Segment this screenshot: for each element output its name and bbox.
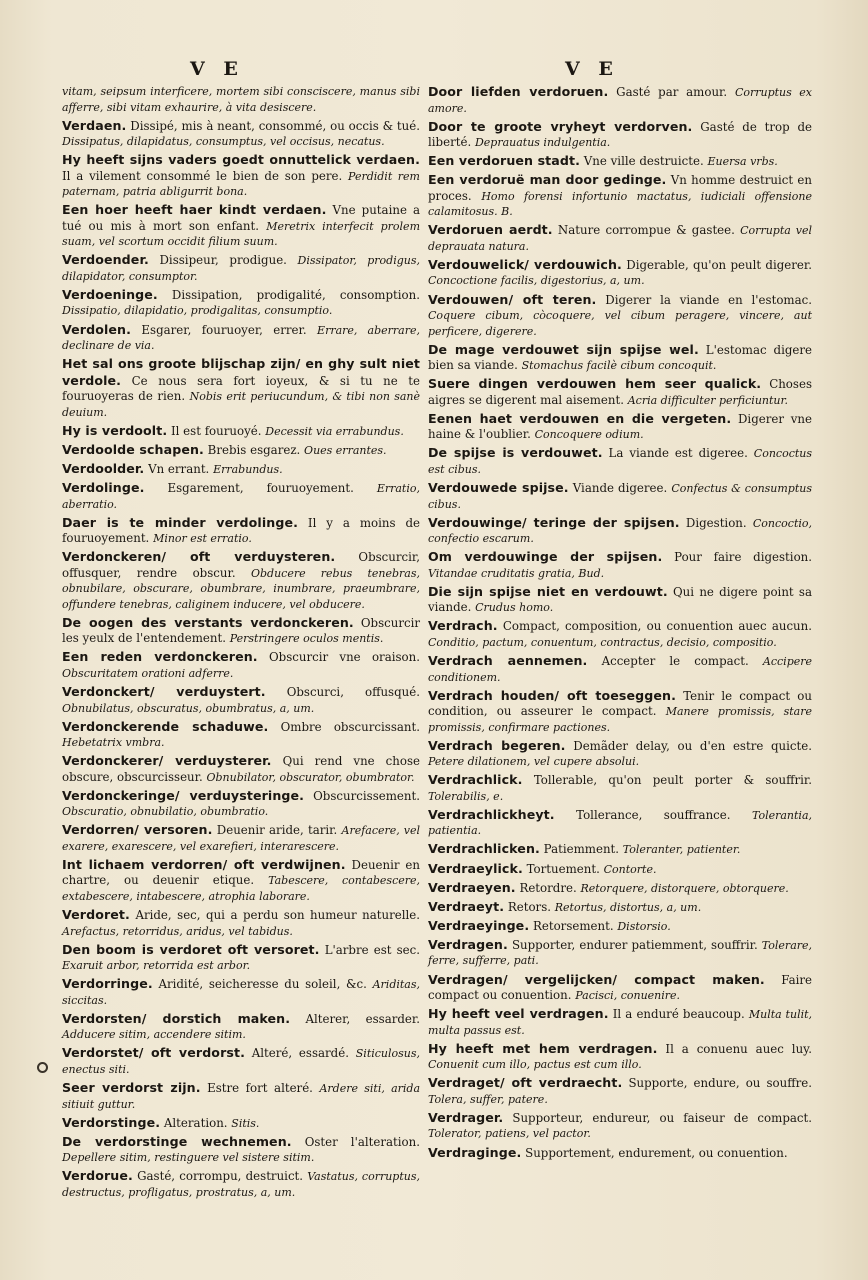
- french-gloss: Tenir le compact ou condition, ou asseurer le compact.: [428, 688, 812, 719]
- headword: Verdoeninge.: [62, 286, 158, 302]
- headword: Verdraeylick.: [428, 860, 523, 876]
- french-gloss: Ombre obscurcissant.: [280, 719, 420, 734]
- headword: Verdraget/ oft verdraecht.: [428, 1075, 623, 1091]
- french-gloss: Ce nous sera fort ioyeux, & si tu ne te fouruoyeras de rien.: [62, 373, 421, 404]
- dictionary-entry: [62, 822, 420, 854]
- dictionary-entry: [428, 1041, 812, 1073]
- french-gloss: Dissipé, mis à neant, consommé, ou occis & tué.: [130, 118, 420, 133]
- latin-gloss: Meretrix interfecit prolem suam, vel scortum occidit filium suum.: [62, 219, 420, 249]
- latin-gloss: Oues errantes.: [304, 443, 387, 457]
- headword: De oogen des verstants verdonckeren.: [62, 614, 354, 630]
- latin-gloss: Accipere conditionem.: [428, 655, 813, 684]
- dictionary-entry: [62, 719, 420, 751]
- headword: Verdorringe.: [62, 976, 153, 992]
- french-gloss: Oster l'alteration.: [304, 1134, 420, 1149]
- french-gloss: Obscurcir les yeulx de l'entendement.: [62, 615, 421, 646]
- dictionary-entry: [428, 1006, 812, 1038]
- latin-gloss: Ardere siti, arida sitiuit guttur.: [62, 1082, 421, 1111]
- french-gloss: Choses aigres se digerent mal aisement.: [428, 377, 813, 407]
- headword: Verdrach.: [428, 618, 498, 634]
- headword: Een verdoruen stadt.: [428, 153, 581, 169]
- headword: Die sijn spijse niet en verdouwt.: [428, 583, 668, 599]
- french-gloss: Il y a moins de fouruoyement.: [62, 515, 420, 546]
- dictionary-entry: [62, 1080, 420, 1112]
- french-gloss: Patiemment.: [543, 842, 620, 857]
- dictionary-entry: [62, 515, 420, 547]
- headword: Door te groote vryheyt verdorven.: [428, 118, 693, 134]
- latin-gloss: Corruptus ex amore.: [428, 86, 813, 115]
- headword: Hy heeft sijns vaders goedt onnuttelick verdaen.: [62, 152, 420, 168]
- latin-gloss: Tolerantia, patientia.: [428, 808, 812, 838]
- headword: Verdrach aennemen.: [428, 653, 588, 668]
- latin-gloss: Errabundus.: [213, 462, 283, 476]
- headword: Verdraeyen.: [428, 879, 516, 895]
- latin-gloss: Multa tulit, multa passus est.: [428, 1008, 813, 1037]
- headword: Verdonckeringe/ verduysteringe.: [62, 787, 305, 803]
- headword: Een reden verdonckeren.: [62, 649, 258, 665]
- dictionary-entry: [428, 861, 812, 878]
- dictionary-entry: [62, 857, 420, 905]
- french-gloss: Tollerance, souffrance.: [576, 807, 731, 822]
- dictionary-entry: [428, 119, 812, 151]
- dictionary-entry: [62, 287, 420, 319]
- headword: Verdonckerende schaduwe.: [62, 718, 269, 734]
- headword: Verdolen.: [62, 321, 131, 337]
- latin-gloss: Obscuritatem orationi adferre.: [62, 666, 234, 680]
- headword: Verdoret.: [62, 907, 130, 923]
- latin-gloss: Ariditas, siccitas.: [62, 978, 420, 1007]
- latin-gloss: Arefacere, vel exarere, exarescere, vel exarefieri, interarescere.: [62, 824, 421, 853]
- dictionary-entry: [428, 653, 812, 685]
- latin-gloss: Tabescere, contabescere, extabescere, intabescere, atrophia laborare.: [62, 874, 421, 903]
- dictionary-entry: [428, 257, 812, 289]
- latin-gloss: Corrupta vel deprauata natura.: [428, 224, 813, 253]
- headword: Verdrachlick.: [428, 772, 523, 788]
- headword: Verdragen/ vergelijcken/ compact maken.: [428, 971, 765, 987]
- latin-gloss: Dissipator, prodigus, dilapidator, consumptor.: [62, 254, 420, 283]
- dictionary-entry: [428, 841, 812, 858]
- french-gloss: Qui ne digere point sa viande.: [428, 584, 813, 615]
- latin-gloss: Exaruit arbor, retorrida est arbor.: [62, 959, 251, 973]
- dictionary-entry: [428, 480, 812, 512]
- latin-gloss: Confectus & consumptus cibus.: [428, 482, 813, 511]
- dictionary-entry: [62, 976, 420, 1008]
- dictionary-entry: [62, 684, 420, 716]
- french-gloss: Alteration.: [163, 1115, 228, 1130]
- dictionary-entry: [428, 807, 812, 839]
- headword: Verdorstinge.: [62, 1114, 161, 1130]
- headword: Verdolinge.: [62, 480, 145, 496]
- dictionary-entry: [428, 1110, 812, 1142]
- running-head-left: V E: [190, 58, 244, 80]
- latin-gloss: Arefactus, retorridus, aridus, vel tabidus.: [62, 924, 293, 938]
- french-gloss: Demãder delay, ou d'en estre quicte.: [573, 738, 812, 753]
- french-gloss: Aridité, seicheresse du soleil, &c.: [158, 977, 367, 992]
- french-gloss: Obscurcir, offusquer, rendre obscur.: [62, 550, 420, 580]
- headword: Verdonckerer/ verduysterer.: [62, 753, 272, 769]
- french-gloss: Il a vilement consommé le bien de son pere.: [62, 168, 343, 183]
- headword: Verdraeyinge.: [428, 917, 530, 933]
- french-gloss: Faire compact ou conuention.: [428, 972, 813, 1003]
- dictionary-entry: [428, 1075, 812, 1107]
- french-gloss: Il a enduré beaucoup.: [612, 1007, 745, 1022]
- dictionary-entry: [62, 942, 420, 974]
- latin-gloss: Retortus, distortus, a, um.: [554, 900, 702, 914]
- running-head-right: V E: [565, 58, 619, 80]
- dictionary-entry: [428, 899, 812, 916]
- french-gloss: Vne ville destruicte.: [583, 154, 704, 169]
- latin-gloss: Coquere cibum, còcoquere, vel cibum peragere, vincere, aut perficere, digerere.: [428, 309, 812, 338]
- dictionary-entry: [62, 322, 420, 354]
- latin-gloss: Nobis erit periucundum, & tibi non sanè deuium.: [62, 390, 421, 419]
- dictionary-entry: [428, 937, 812, 969]
- latin-gloss: Homo forensi infortunio mactatus, iudiciali offensione calamitosus. B.: [428, 189, 812, 219]
- french-gloss: Retors.: [507, 899, 551, 914]
- french-gloss: Supportement, endurement, ou conuention.: [525, 1145, 788, 1160]
- dictionary-entry: [62, 423, 420, 440]
- latin-gloss: Toleranter, patienter.: [622, 843, 741, 857]
- latin-gloss: Obscuratio, obnubilatio, obumbratio.: [62, 805, 269, 819]
- french-gloss: L'estomac digere bien sa viande.: [428, 342, 813, 373]
- latin-gloss: Siticulosus, enectus siti.: [62, 1047, 421, 1076]
- latin-gloss: Sitis.: [231, 1116, 260, 1130]
- french-gloss: Esgarement, fouruoyement.: [167, 481, 354, 496]
- french-gloss: Qui rend vne chose obscure, obscurcisseur.: [62, 754, 421, 784]
- headword: Int lichaem verdorren/ oft verdwijnen.: [62, 856, 346, 872]
- french-gloss: Estre fort alteré.: [207, 1081, 313, 1096]
- headword: Verdorren/ versoren.: [62, 822, 213, 838]
- latin-gloss: Manere promissis, stare promissis, confirmare pactiones.: [428, 705, 813, 734]
- dictionary-entry: [428, 688, 812, 736]
- latin-gloss: Obnubilatus, obscuratus, obumbratus, a, um.: [62, 701, 315, 715]
- french-gloss: L'arbre est sec.: [324, 942, 420, 957]
- dictionary-entry: [428, 972, 812, 1004]
- latin-gloss: Conuenit cum illo, pactus est cum illo.: [428, 1058, 642, 1072]
- headword: Verdouwinge/ teringe der spijsen.: [428, 514, 680, 530]
- dictionary-entry: [62, 252, 420, 284]
- french-gloss: Gasté de trop de liberté.: [428, 119, 812, 150]
- french-gloss: La viande est digeree.: [608, 446, 748, 461]
- headword: Hy heeft veel verdragen.: [428, 1006, 609, 1022]
- headword: Den boom is verdoret oft versoret.: [62, 941, 320, 957]
- latin-gloss: Retorquere, distorquere, obtorquere.: [580, 881, 789, 895]
- latin-gloss: Erratio, aberratio.: [62, 482, 420, 511]
- french-gloss: Supporter, endurer patiemment, souffrir.: [511, 937, 758, 952]
- headword: Verdrachlickheyt.: [428, 806, 555, 822]
- headword: Door liefden verdoruen.: [428, 84, 609, 99]
- dictionary-entry: [428, 292, 812, 340]
- headword: Verdaen.: [62, 117, 127, 133]
- headword: Verdonckert/ verduystert.: [62, 684, 266, 699]
- latin-gloss: Decessit via errabundus.: [265, 424, 404, 438]
- latin-gloss: Euersa vrbs.: [707, 155, 778, 169]
- latin-gloss: Vastatus, corruptus, destructus, profligatus, prostratus, a, um.: [62, 1170, 420, 1199]
- latin-gloss: Crudus homo.: [475, 601, 554, 615]
- dictionary-entry: [62, 1168, 420, 1200]
- dictionary-entry: [428, 153, 812, 170]
- latin-gloss: Petere dilationem, vel cupere absolui.: [428, 755, 640, 769]
- dictionary-entry: [62, 1045, 420, 1077]
- latin-gloss: Vitandae cruditatis gratia, Bud.: [428, 566, 605, 580]
- dictionary-entry: [428, 172, 812, 220]
- dictionary-entry: [62, 1011, 420, 1043]
- headword: De spijse is verdouwet.: [428, 445, 603, 461]
- headword: Verdoolde schapen.: [62, 441, 204, 457]
- latin-gloss: Contorte.: [603, 862, 657, 876]
- french-gloss: Brebis esgarez.: [207, 442, 301, 457]
- dictionary-entry: [62, 1134, 420, 1166]
- dictionary-entry: [62, 753, 420, 785]
- latin-gloss: Concoquere odium.: [534, 428, 644, 442]
- dictionary-entry: [62, 615, 420, 647]
- dictionary-entry: [428, 880, 812, 897]
- headword: Verdrach begeren.: [428, 737, 566, 753]
- headword: Verdorue.: [62, 1168, 133, 1184]
- dictionary-entry: [62, 356, 420, 420]
- dictionary-entry: [62, 549, 420, 612]
- right-column: [428, 84, 812, 1164]
- dictionary-entry: [428, 738, 812, 770]
- headword: Verdonckeren/ oft verduysteren.: [62, 549, 336, 565]
- dictionary-entry: [428, 222, 812, 254]
- dictionary-entry: [428, 84, 812, 116]
- dictionary-entry: [428, 376, 812, 408]
- french-gloss: Supporte, endure, ou souffre.: [628, 1076, 812, 1091]
- french-gloss: Il est fouruoyé.: [170, 423, 262, 438]
- latin-gloss: Adducere sitim, accendere sitim.: [62, 1028, 246, 1042]
- dictionary-entry: [62, 649, 420, 681]
- headword: Verdorsten/ dorstich maken.: [62, 1010, 291, 1026]
- latin-gloss: Tolera, suffer, patere.: [428, 1092, 548, 1106]
- headword: Seer verdorst zijn.: [62, 1080, 201, 1096]
- dictionary-entry: [62, 461, 420, 478]
- dictionary-entry: [428, 1145, 812, 1162]
- french-gloss: Deuenir en chartre, ou deuenir etique.: [62, 857, 420, 888]
- french-gloss: Tortuement.: [526, 861, 600, 876]
- dictionary-entry: [62, 152, 420, 200]
- dictionary-entry: [428, 584, 812, 616]
- french-gloss: Obscurcissement.: [313, 788, 420, 803]
- latin-gloss: Depellere sitim, restinguere vel sistere sitim.: [62, 1151, 315, 1165]
- headword: De mage verdouwet sijn spijse wel.: [428, 341, 699, 357]
- french-gloss: Supporteur, endureur, ou faiseur de compact.: [512, 1110, 812, 1125]
- dictionary-entry: [62, 84, 420, 115]
- dictionary-entry: [62, 442, 420, 459]
- dictionary-entry: [62, 480, 420, 512]
- french-gloss: Digerer vne haine & l'oublier.: [428, 411, 812, 442]
- french-gloss: Tollerable, qu'on peult porter & souffrir.: [533, 773, 813, 788]
- dictionary-entry: [428, 618, 812, 650]
- french-gloss: Il a conuenu auec luy.: [665, 1041, 813, 1056]
- headword: Hy heeft met hem verdragen.: [428, 1040, 658, 1056]
- latin-gloss: Obducere rebus tenebras, obnubilare, obscurare, obumbrare, inumbrare, praeumbrare, offundere tenebras, caliginem inducere, vel obducere.: [62, 566, 420, 611]
- latin-gloss: Distorsio.: [617, 919, 671, 933]
- dictionary-entry: [62, 907, 420, 939]
- headword: Verdouwen/ oft teren.: [428, 291, 597, 307]
- dictionary-entry: [62, 1115, 420, 1132]
- latin-gloss: Perstringere oculos mentis.: [229, 632, 384, 646]
- french-gloss: Dissipation, prodigalité, consomption.: [171, 287, 420, 302]
- headword: Verdouwelick/ verdouwich.: [428, 256, 622, 272]
- french-gloss: Vn errant.: [148, 461, 210, 476]
- latin-gloss: Obnubilator, obscurator, obumbrator.: [206, 770, 415, 784]
- headword: Verdragen.: [428, 936, 508, 952]
- headword: De verdorstinge wechnemen.: [62, 1133, 292, 1149]
- headword: Daer is te minder verdolinge.: [62, 514, 298, 530]
- latin-gloss: Tolerabilis, e.: [428, 789, 504, 803]
- left-column: [62, 84, 420, 1203]
- french-gloss: Accepter le compact.: [601, 654, 749, 668]
- latin-gloss: Hebetatrix vmbra.: [62, 736, 165, 750]
- french-gloss: Gasté par amour.: [616, 85, 728, 99]
- latin-gloss: Stomachus facilè cibum concoquit.: [521, 359, 717, 373]
- french-gloss: Digestion.: [685, 515, 747, 530]
- dictionary-entry: [428, 772, 812, 804]
- headword: Verdoolder.: [62, 460, 145, 476]
- dictionary-entry: [428, 342, 812, 374]
- french-gloss: Alteré, essardé.: [251, 1046, 349, 1061]
- french-gloss: Retordre.: [519, 880, 577, 895]
- french-gloss: Esgarer, fouruoyer, errer.: [141, 322, 307, 337]
- french-gloss: Compact, composition, ou conuention auec aucun.: [502, 619, 812, 634]
- dictionary-entry: [428, 411, 812, 443]
- french-gloss: Vn homme destruict en proces.: [428, 173, 812, 203]
- headword: Verdouwede spijse.: [428, 480, 569, 496]
- french-gloss: Pour faire digestion.: [674, 550, 813, 565]
- latin-gloss: Conditio, pactum, conuentum, contractus, decisio, compositio.: [428, 635, 777, 649]
- french-gloss: Nature corrompue & gastee.: [557, 223, 735, 238]
- dictionary-entry: [428, 515, 812, 547]
- headword: Verdoender.: [62, 252, 149, 268]
- french-gloss: Dissipeur, prodigue.: [159, 253, 287, 268]
- latin-gloss: Concoctione facilis, digestorius, a, um.: [428, 274, 645, 288]
- headword: Verdrachlicken.: [428, 841, 540, 857]
- headword: Een verdoruë man door gedinge.: [428, 172, 667, 188]
- dictionary-entry: [428, 445, 812, 477]
- french-gloss: Gasté, corrompu, destruict.: [137, 1169, 304, 1184]
- latin-gloss: Pacisci, conuenire.: [575, 989, 681, 1003]
- headword: Verdrach houden/ oft toeseggen.: [428, 687, 676, 703]
- french-gloss: Viande digeree.: [572, 481, 668, 496]
- headword: Om verdouwinge der spijsen.: [428, 549, 663, 565]
- french-gloss: Digerer la viande en l'estomac.: [605, 292, 812, 307]
- headword: Verdoruen aerdt.: [428, 222, 553, 238]
- margin-ink-dot-icon: [37, 1062, 48, 1073]
- french-gloss: Vne putaine a tué ou mis à mort son enfant.: [62, 203, 420, 233]
- dictionary-entry: [428, 918, 812, 935]
- dictionary-entry: [62, 788, 420, 820]
- dictionary-entry: [428, 549, 812, 581]
- headword: Hy is verdoolt.: [62, 422, 168, 438]
- headword: Een hoer heeft haer kindt verdaen.: [62, 202, 327, 218]
- french-gloss: Obscurci, offusqué.: [286, 685, 420, 699]
- headword: Verdorstet/ oft verdorst.: [62, 1045, 245, 1061]
- latin-gloss: Concoctio, confectio escarum.: [428, 516, 813, 546]
- french-gloss: Retorsement.: [532, 918, 614, 933]
- latin-gloss: Minor est erratio.: [153, 532, 252, 546]
- latin-gloss: Errare, aberrare, declinare de via.: [62, 323, 421, 353]
- headword: Suere dingen verdouwen hem seer qualick.: [428, 376, 762, 392]
- french-gloss: Digerable, qu'on peult digerer.: [626, 257, 812, 272]
- latin-gloss: Perdidit rem paternam, patria abligurrit bona.: [62, 169, 420, 199]
- french-gloss: Alterer, essarder.: [305, 1011, 420, 1026]
- latin-gloss: Dissipatus, dilapidatus, consumptus, vel occisus, necatus.: [62, 135, 385, 149]
- latin-gloss: Tolerare, ferre, sufferre, pati.: [428, 938, 813, 968]
- latin-gloss: Dissipatio, dilapidatio, prodigalitas, consumptio.: [62, 304, 333, 318]
- headword: Het sal ons groote blijschap zijn/ en ghy sult niet verdole.: [62, 356, 420, 388]
- latin-gloss: vitam, seipsum interficere, mortem sibi consciscere, manus sibi afferre, sibi vitam exhaurire, à vita desiscere.: [62, 85, 420, 114]
- french-gloss: Deuenir aride, tarir.: [216, 823, 338, 838]
- latin-gloss: Tolerator, patiens, vel pactor.: [428, 1127, 591, 1141]
- headword: Verdrager.: [428, 1109, 504, 1125]
- latin-gloss: Acria difficulter perficiuntur.: [627, 393, 789, 407]
- latin-gloss: Concoctus est cibus.: [428, 447, 812, 476]
- dictionary-entry: [62, 118, 420, 150]
- latin-gloss: Deprauatus indulgentia.: [474, 136, 611, 150]
- french-gloss: Obscurcir vne oraison.: [268, 650, 421, 665]
- headword: Verdraeyt.: [428, 898, 505, 914]
- french-gloss: Aride, sec, qui a perdu son humeur naturelle.: [135, 908, 421, 923]
- dictionary-entry: [62, 202, 420, 250]
- headword: Verdraginge.: [428, 1144, 522, 1160]
- headword: Eenen haet verdouwen en die vergeten.: [428, 410, 732, 426]
